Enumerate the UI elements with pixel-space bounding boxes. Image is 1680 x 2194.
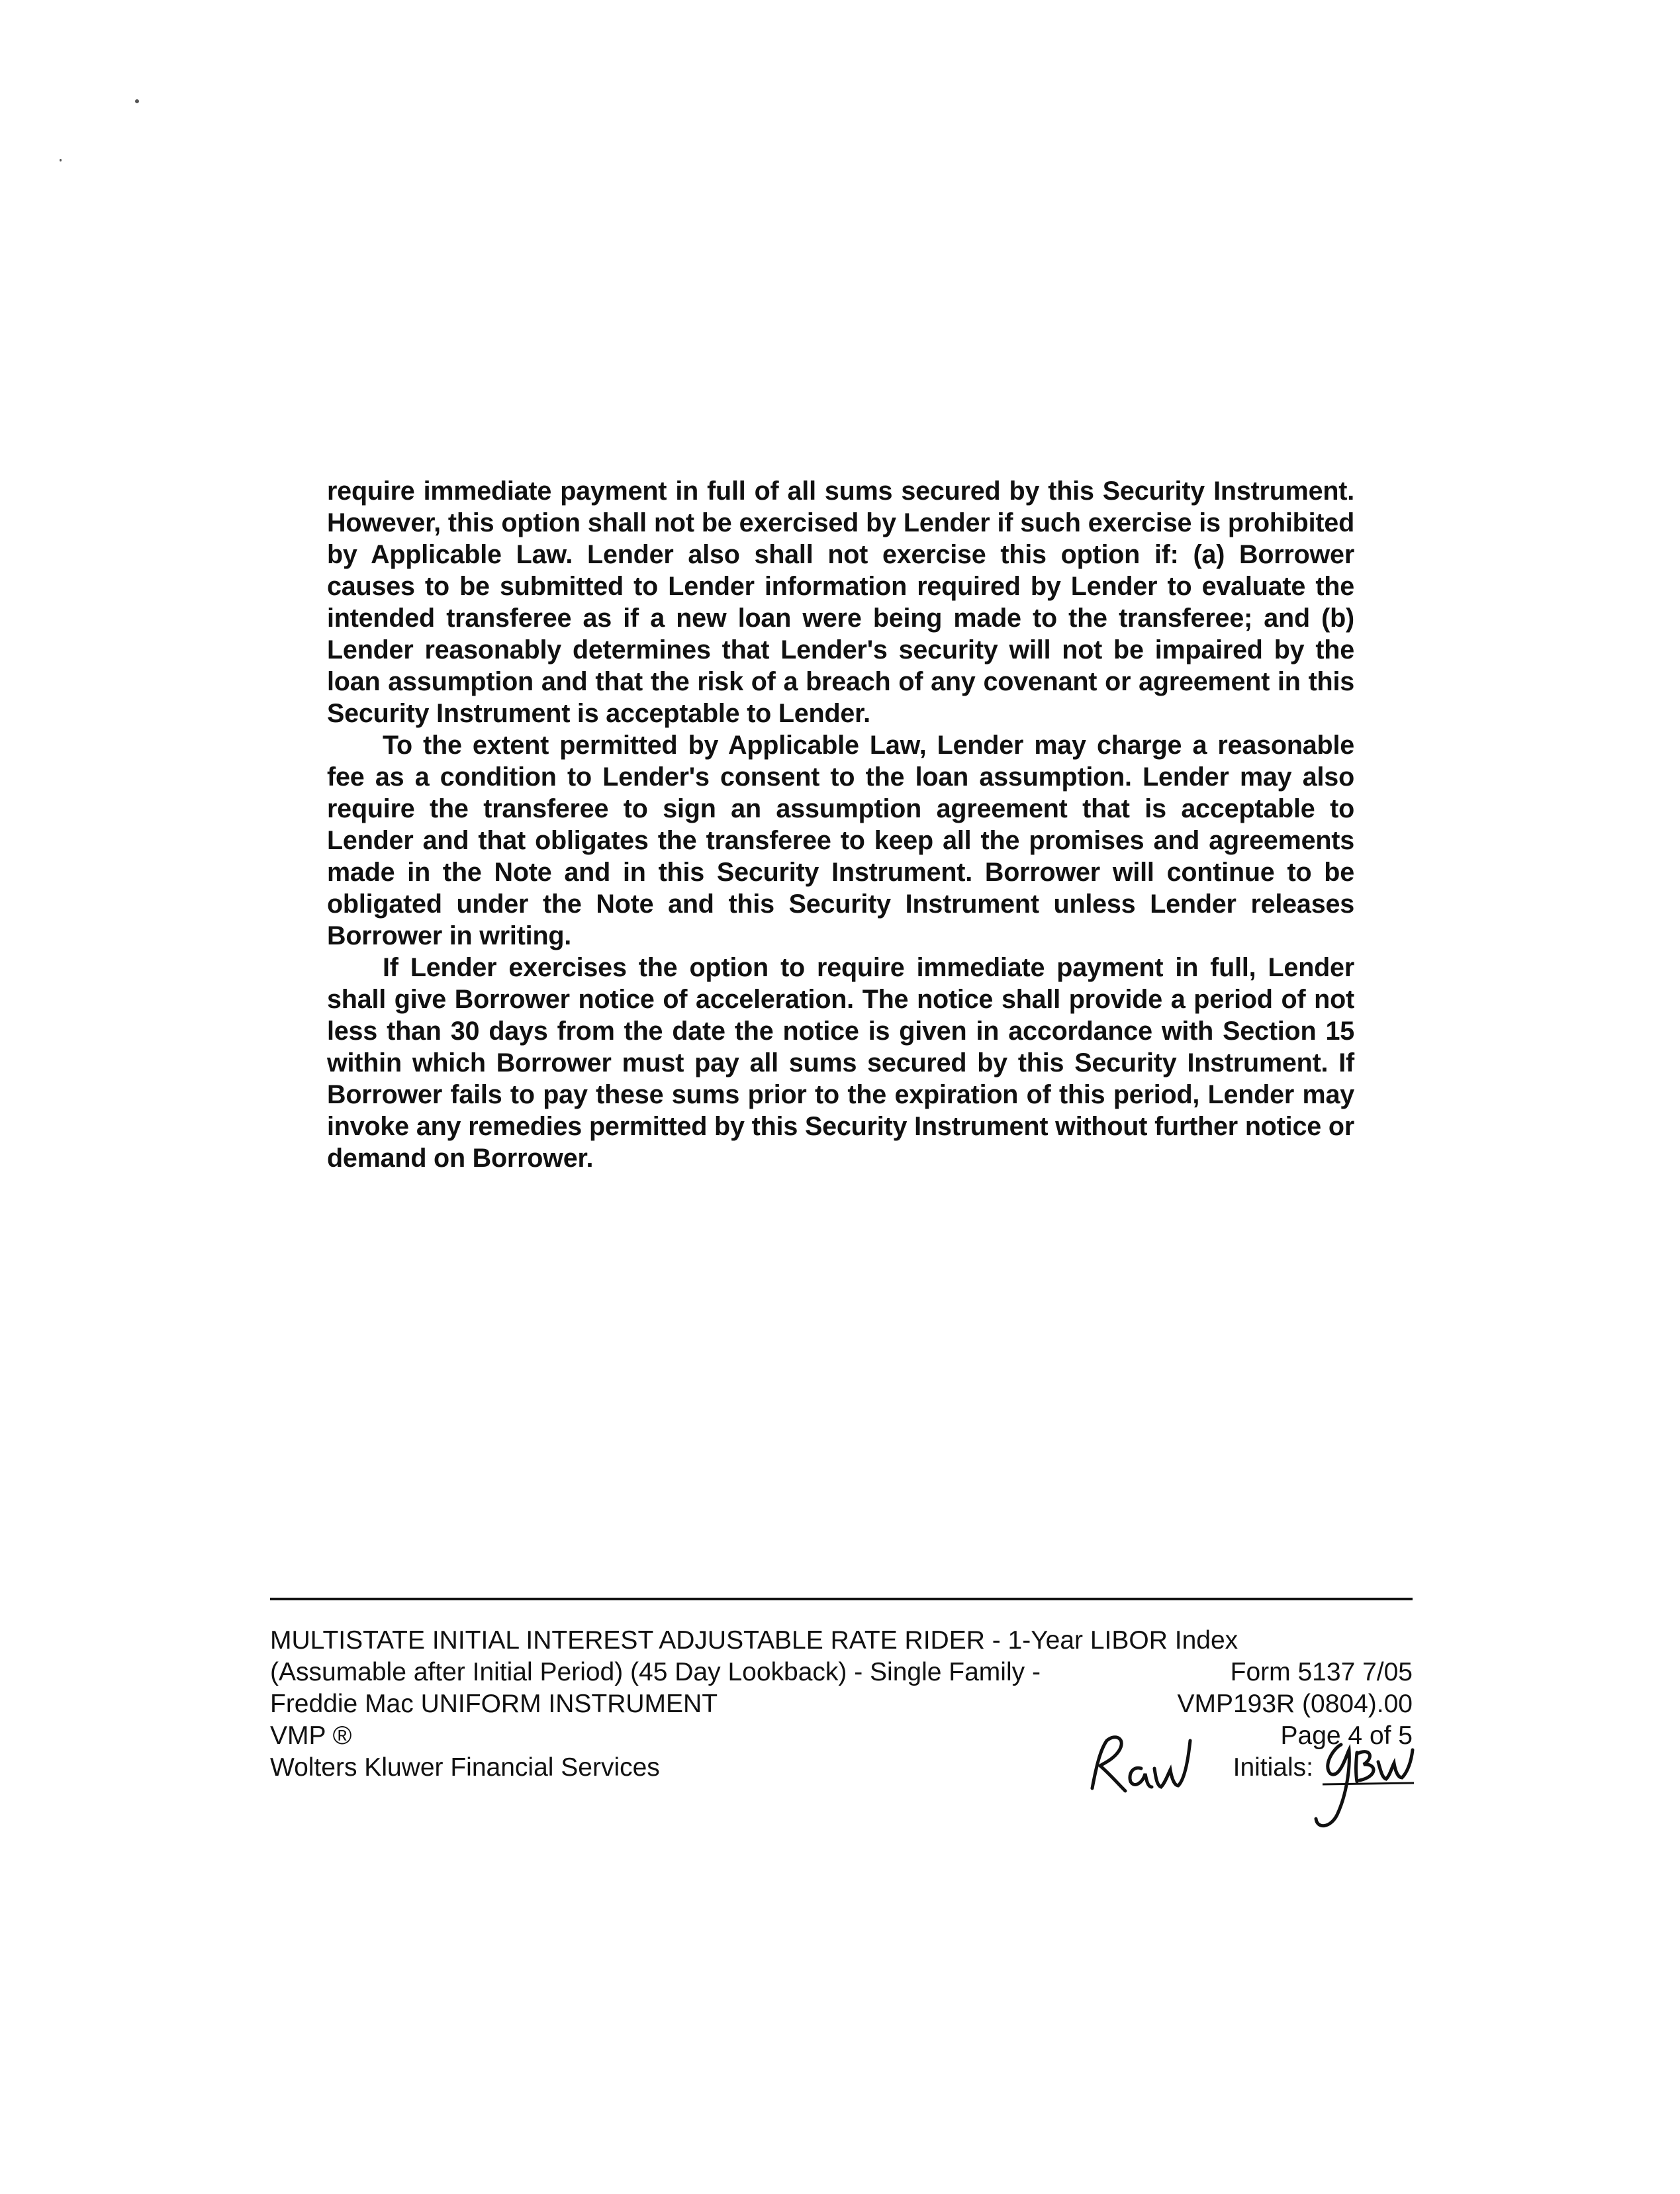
vmp-code: VMP193R (0804).00	[1177, 1690, 1413, 1718]
form-subtitle: (Assumable after Initial Period) (45 Day Lookback) - Single Family -	[270, 1658, 1041, 1686]
form-footer	[270, 1625, 1413, 1784]
form-title: MULTISTATE INITIAL INTEREST ADJUSTABLE RATE RIDER - 1-Year LIBOR Index	[270, 1626, 1238, 1655]
vmp-mark: VMP ®	[270, 1721, 352, 1750]
footer-row-3	[270, 1688, 1413, 1720]
scan-speck	[60, 159, 62, 161]
paragraph-2: To the extent permitted by Applicable Law, Lender may charge a reasonable fee as a condition to Lender's consent to the loan assumption. Lender may also require the transferee to sign an assumption agreement that is acceptable to Lender and that obligates the transferee to keep all the promises and agreements made in the Note and in this Security Instrument. Borrower will continue to be obligated under the Note and this Security Instrument unless Lender releases Borrower in writing.	[327, 731, 1354, 950]
page-number: Page 4 of 5	[1280, 1721, 1413, 1750]
paragraph-1: require immediate payment in full of all sums secured by this Security Instrument. However, this option shall not be exercised by Lender if such exercise is prohibited by Applicable Law. Lender also shall not exercise this option if: (a) Borrower causes to be submitted to Lender information required by Lender to evaluate the intended transferee as if a new loan were being made to the transferee; and (b) Lender reasonably determines that Lender's security will not be impaired by the loan assumption and that the risk of a breach of any covenant or agreement in this Security Instrument is acceptable to Lender.	[327, 477, 1354, 728]
instrument-type: Freddie Mac UNIFORM INSTRUMENT	[270, 1690, 718, 1718]
footer-divider	[270, 1598, 1413, 1600]
body-text	[327, 475, 1354, 1174]
borrower-initials-signature	[1078, 1727, 1197, 1807]
second-initials-signature	[1300, 1735, 1419, 1835]
initials-label: Initials:	[1233, 1753, 1313, 1782]
footer-row-2	[270, 1657, 1413, 1688]
form-number: Form 5137 7/05	[1230, 1658, 1413, 1686]
footer-row-5	[270, 1752, 1413, 1784]
footer-row-1	[270, 1625, 1413, 1657]
publisher: Wolters Kluwer Financial Services	[270, 1753, 660, 1782]
paragraph-3: If Lender exercises the option to require immediate payment in full, Lender shall give Borrower notice of acceleration. The notice shall provide a period of not less than 30 days from the date the notice is given in accordance with Section 15 within which Borrower must pay all sums secured by this Security Instrument. If Borrower fails to pay these sums prior to the expiration of this period, Lender may invoke any remedies permitted by this Security Instrument without further notice or demand on Borrower.	[327, 953, 1354, 1173]
footer-row-4	[270, 1720, 1413, 1752]
scan-speck	[135, 99, 139, 103]
